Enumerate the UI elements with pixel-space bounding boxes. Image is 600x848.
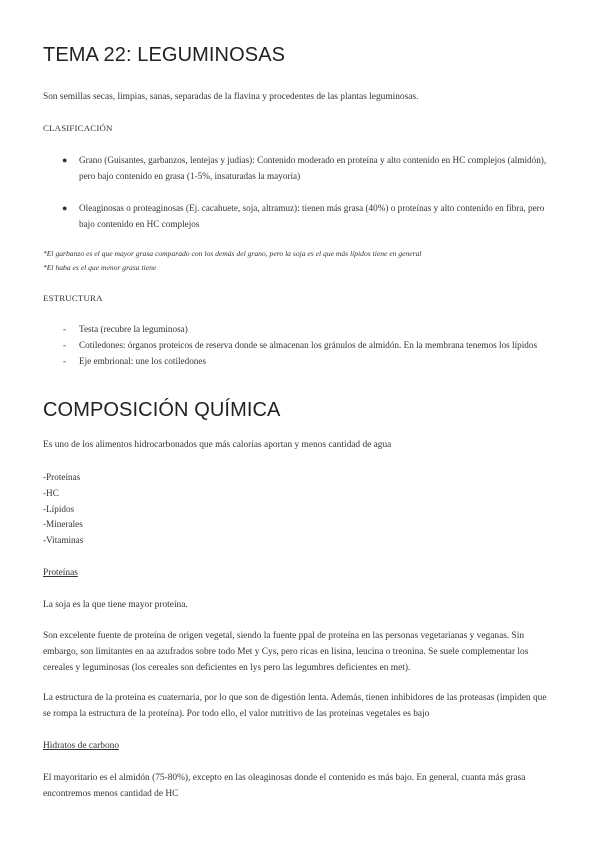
page-title: TEMA 22: LEGUMINOSAS bbox=[43, 44, 286, 66]
hidratos-p1: El mayoritario es el almidón (75-80%), excepto en las oleaginosas donde el contenido es más bajo. En general, cuanta más grasa encontremos menos cantidad de HC bbox=[43, 773, 526, 799]
proteinas-heading: Proteínas bbox=[43, 568, 78, 578]
note: *El garbanzo es el que mayor grasa comparado con los demás del grano, pero la soja es el que más lípidos tiene en general bbox=[43, 249, 422, 258]
hidratos-heading: Hidratos de carbono bbox=[43, 741, 120, 751]
list-item: - Eje embrional: une los cotiledones bbox=[63, 356, 207, 366]
proteinas-p3: La estructura de la proteína es cuaternaria, por lo que son de digestión lenta. Además, tienen inhibidores de las proteasas (impiden que se rompa la estructura de la proteína). Por todo ello, el valor nutritivo de las proteínas vegetales es bajo bbox=[43, 693, 547, 719]
list-item: - Testa (recubre la leguminosa) bbox=[63, 324, 188, 334]
list-item: -Proteínas bbox=[43, 472, 81, 482]
list-item: -Lípidos bbox=[43, 503, 75, 514]
note: *El haba es el que menor grasa tiene bbox=[43, 263, 157, 272]
estructura-heading: ESTRUCTURA bbox=[43, 293, 103, 303]
list-item: -Minerales bbox=[43, 519, 83, 530]
composicion-title: COMPOSICIÓN QUÍMICA bbox=[43, 399, 281, 421]
list-item: ● Grano (Guisantes, garbanzos, lentejas y judías): Contenido moderado en proteína y alto contenido en HC complejos (almidón), pero bajo contenido en grasa (1-5%, insaturadas la mayoría) bbox=[43, 152, 558, 184]
list-item: ● Oleaginosas o proteaginosas (Ej. cacahuete, soja, altramuz): tienen más grasa (40%) o proteínas y alto contenido en fibra, pero bajo contenido en HC complejos bbox=[43, 200, 558, 232]
list-item: -HC bbox=[43, 487, 59, 498]
clasificacion-list-2 bbox=[43, 200, 558, 232]
list-item: - Cotiledones: órganos proteicos de reserva donde se almacenan los gránulos de almidón. En la membrana tenemos los lípidos bbox=[63, 340, 538, 350]
clasificacion-list bbox=[43, 152, 558, 184]
composicion-intro: Es uno de los alimentos hidrocarbonados que más calorías aportan y menos cantidad de agua bbox=[43, 440, 392, 450]
bullet-icon: ● bbox=[62, 155, 68, 165]
clasificacion-heading: CLASIFICACIÓN bbox=[43, 123, 113, 133]
intro-paragraph: Son semillas secas, limpias, sanas, separadas de la flavina y procedentes de las plantas leguminosas. bbox=[43, 92, 419, 102]
proteinas-p1: La soja es la que tiene mayor proteína. bbox=[43, 600, 188, 610]
composicion-list bbox=[43, 470, 83, 549]
proteinas-p2: Son excelente fuente de proteína de origen vegetal, siendo la fuente ppal de proteína en las personas vegetarianas y veganas. Sin embargo, son limitantes en aa azufrados sobre todo Met y Cys, pero ricas en lisina, leucina o treonina. Se suele complementar los cereales y leguminosas (los cereales son deficientes en lys pero las legumbres deficientes en met). bbox=[43, 631, 529, 673]
estructura-list bbox=[43, 321, 558, 369]
list-item: -Vitaminas bbox=[43, 535, 84, 546]
bullet-icon: ● bbox=[62, 203, 68, 213]
